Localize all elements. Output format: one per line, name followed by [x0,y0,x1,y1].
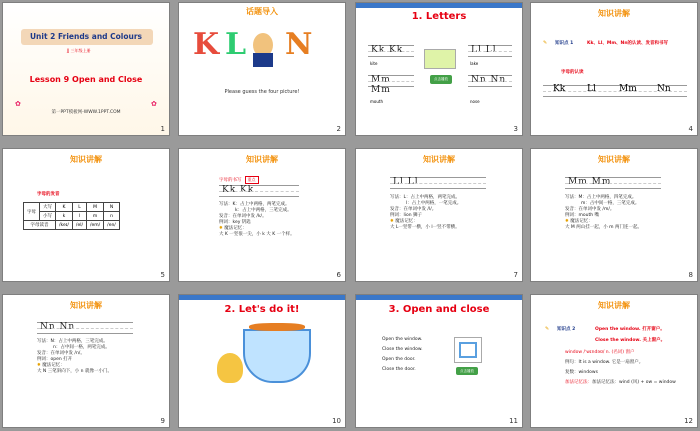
word-label: mouth [370,99,383,104]
pencil-icon: ✎ [543,40,548,46]
section-heading: 字母的书写 重点 [219,176,259,184]
phrase-list: Open the window. Close the window. Open the door. Close the door. [382,337,423,373]
letters-mm: Mm [619,84,637,94]
letter-k-picture: K [193,27,220,62]
flower-icon: ✿ [15,100,21,108]
slide-thumbnail-7[interactable] [355,148,523,282]
writing-lines: Mm Mm [368,75,414,87]
slide-thumbnail-8[interactable] [530,148,698,282]
writing-lines: Kk Kk [368,45,414,57]
writing-lines: Kk Kk [219,185,299,197]
fishbowl-lid-picture [249,323,305,331]
writing-lines: Ll Ll [390,177,486,189]
slide-title: 话题导入 [246,7,278,16]
letters-nn: Nn [657,84,671,94]
knowledge-point-label: 知识点 1 [555,41,574,46]
footer-text: 第一PPT模板网-WWW.1PPT.COM [51,110,121,115]
letter-n-picture: N [285,27,313,62]
slide-number: 6 [336,271,341,279]
slide-title: 知识讲解 [423,155,455,164]
slide-thumbnail-6[interactable] [178,148,346,282]
knowledge-point-text: Kk、Ll、Mm、Nn的认读、发音和书写 [587,41,669,46]
slide-title: 知识讲解 [70,301,102,310]
slide-title: 知识讲解 [70,155,102,164]
word-label: lake [470,61,479,66]
fishbowl-picture [243,329,311,383]
play-button[interactable]: 点击播放 [430,75,452,84]
slide-number: 9 [160,417,165,425]
section-heading: 字母的认读 [561,70,584,75]
knowledge-point-label: 知识点 2 [557,327,576,332]
slide-thumbnail-10[interactable] [178,294,346,428]
slide-title: 知识讲解 [598,9,630,18]
table-row: 小写 k l m n [24,212,120,221]
pencil-icon: ✎ [545,326,550,332]
letters-ll: Ll [587,84,596,94]
letters-kk: Kk [553,84,566,94]
writing-lines: Mm Mm [565,177,661,189]
slide-thumbnail-3[interactable] [355,2,523,136]
example-line: Close the window. 关上窗户。 [595,338,666,343]
writing-lines: Ll Ll [468,45,512,57]
slide-thumbnail-4[interactable] [530,2,698,136]
slide-caption: Please guess the four picture! [224,89,300,95]
lightbulb-icon: ✹ [565,219,569,225]
table-row: 字母读音 /keɪ/ /el/ /em/ /en/ [24,221,120,230]
slide-thumbnail-11[interactable] [355,294,523,428]
slide-number: 4 [688,125,693,133]
slide-number: 12 [684,417,693,425]
writing-lines: Nn Nn [37,322,133,334]
lightbulb-icon: ✹ [390,219,394,225]
slide-thumbnail-12[interactable] [530,294,698,428]
slide-number: 1 [160,125,165,133]
lightbulb-icon: ✹ [37,363,41,369]
slide-top-bar [179,295,345,300]
slide-top-bar [356,295,522,300]
section-heading: 字母的发音 [37,192,60,197]
slide-number: 5 [160,271,165,279]
slide-title: 1. Letters [411,11,467,22]
grade-label: JJ 三年级上册 [67,48,91,53]
slide-number: 3 [513,125,518,133]
slide-thumbnail-2[interactable] [178,2,346,136]
slide-1-title: Unit 2 Friends and Colours [29,32,143,41]
title-slide-bg [3,3,169,135]
person-body-picture [253,53,273,67]
key-point-badge: 重点 [245,176,259,184]
explanation-block: 写法：L：占上中两格，两笔完成。 l：占上中两格，一笔完成。 发音：在单词中发 /l/。 例词：lion 狮子 ✹ 魔法记忆： 大 L一竖带一横，小 l一竖不带横。 [390,195,462,231]
explanation-block: 写法：M：占上中两格，四笔完成。 m：占中间一格，三笔完成。 发音：在单词中发 /m/。 例词：mouth 嘴 ✹ 魔法记忆： 大 M 两山挂一起，小 m 两门连一起。 [565,195,642,231]
explanation-block: 写法：K：占上中两格，两笔完成。 k：占上中两格，三笔完成。 发音：在单词中发 /k/。 例词：key 钥匙 ✹ 魔法记忆： 大 K 一竖很一尖，小 k 大 K 一个样。 [219,202,295,238]
explanation-block: window /ˈwɪndəʊ/ n. (名词) 窗户 例句：It is a window. 它是一扇窗户。 复数：windows 加法记忆法：加法记忆法：wind (风) + ow = window [565,350,676,386]
word-label: nose [470,99,480,104]
writing-lines: Nn Nn [468,75,512,87]
flower-icon: ✿ [151,100,157,108]
slide-title: 知识讲解 [598,301,630,310]
slide-number: 7 [513,271,518,279]
slide-number: 10 [332,417,341,425]
slide-title: 3. Open and close [388,304,490,315]
lesson-title: Lesson 9 Open and Close [29,75,143,84]
letter-l-picture: L [225,27,247,62]
table-row: 字母 大写 K L M N [24,203,120,212]
slide-title: 知识讲解 [598,155,630,164]
slide-top-bar [356,3,522,8]
slide-title: 2. Let's do it! [224,304,300,315]
slide-thumbnail-5[interactable] [2,148,170,282]
slide-number: 11 [509,417,518,425]
slide-number: 8 [688,271,693,279]
slide-number: 2 [336,125,341,133]
pronunciation-table [23,202,120,230]
slide-thumbnail-9[interactable] [2,294,170,428]
example-line: Open the window. 打开窗户。 [595,327,665,332]
window-picture [454,337,482,363]
play-button[interactable]: 点击播放 [456,367,478,375]
letters-picture [424,49,456,69]
explanation-block: 写法：N：占上中两格，三笔完成。 n：占中间一格，两笔完成。 发音：在单词中发 /n/。 例词：open 打开 ✹ 魔法记忆： 大 N 三笔斜向下，小 n 就像一小门。 [37,339,112,375]
cartoon-character-picture [217,353,243,383]
word-label: kite [370,61,378,66]
lightbulb-icon: ✹ [219,226,223,232]
slide-title: 知识讲解 [246,155,278,164]
slide-thumbnail-1[interactable] [2,2,170,136]
